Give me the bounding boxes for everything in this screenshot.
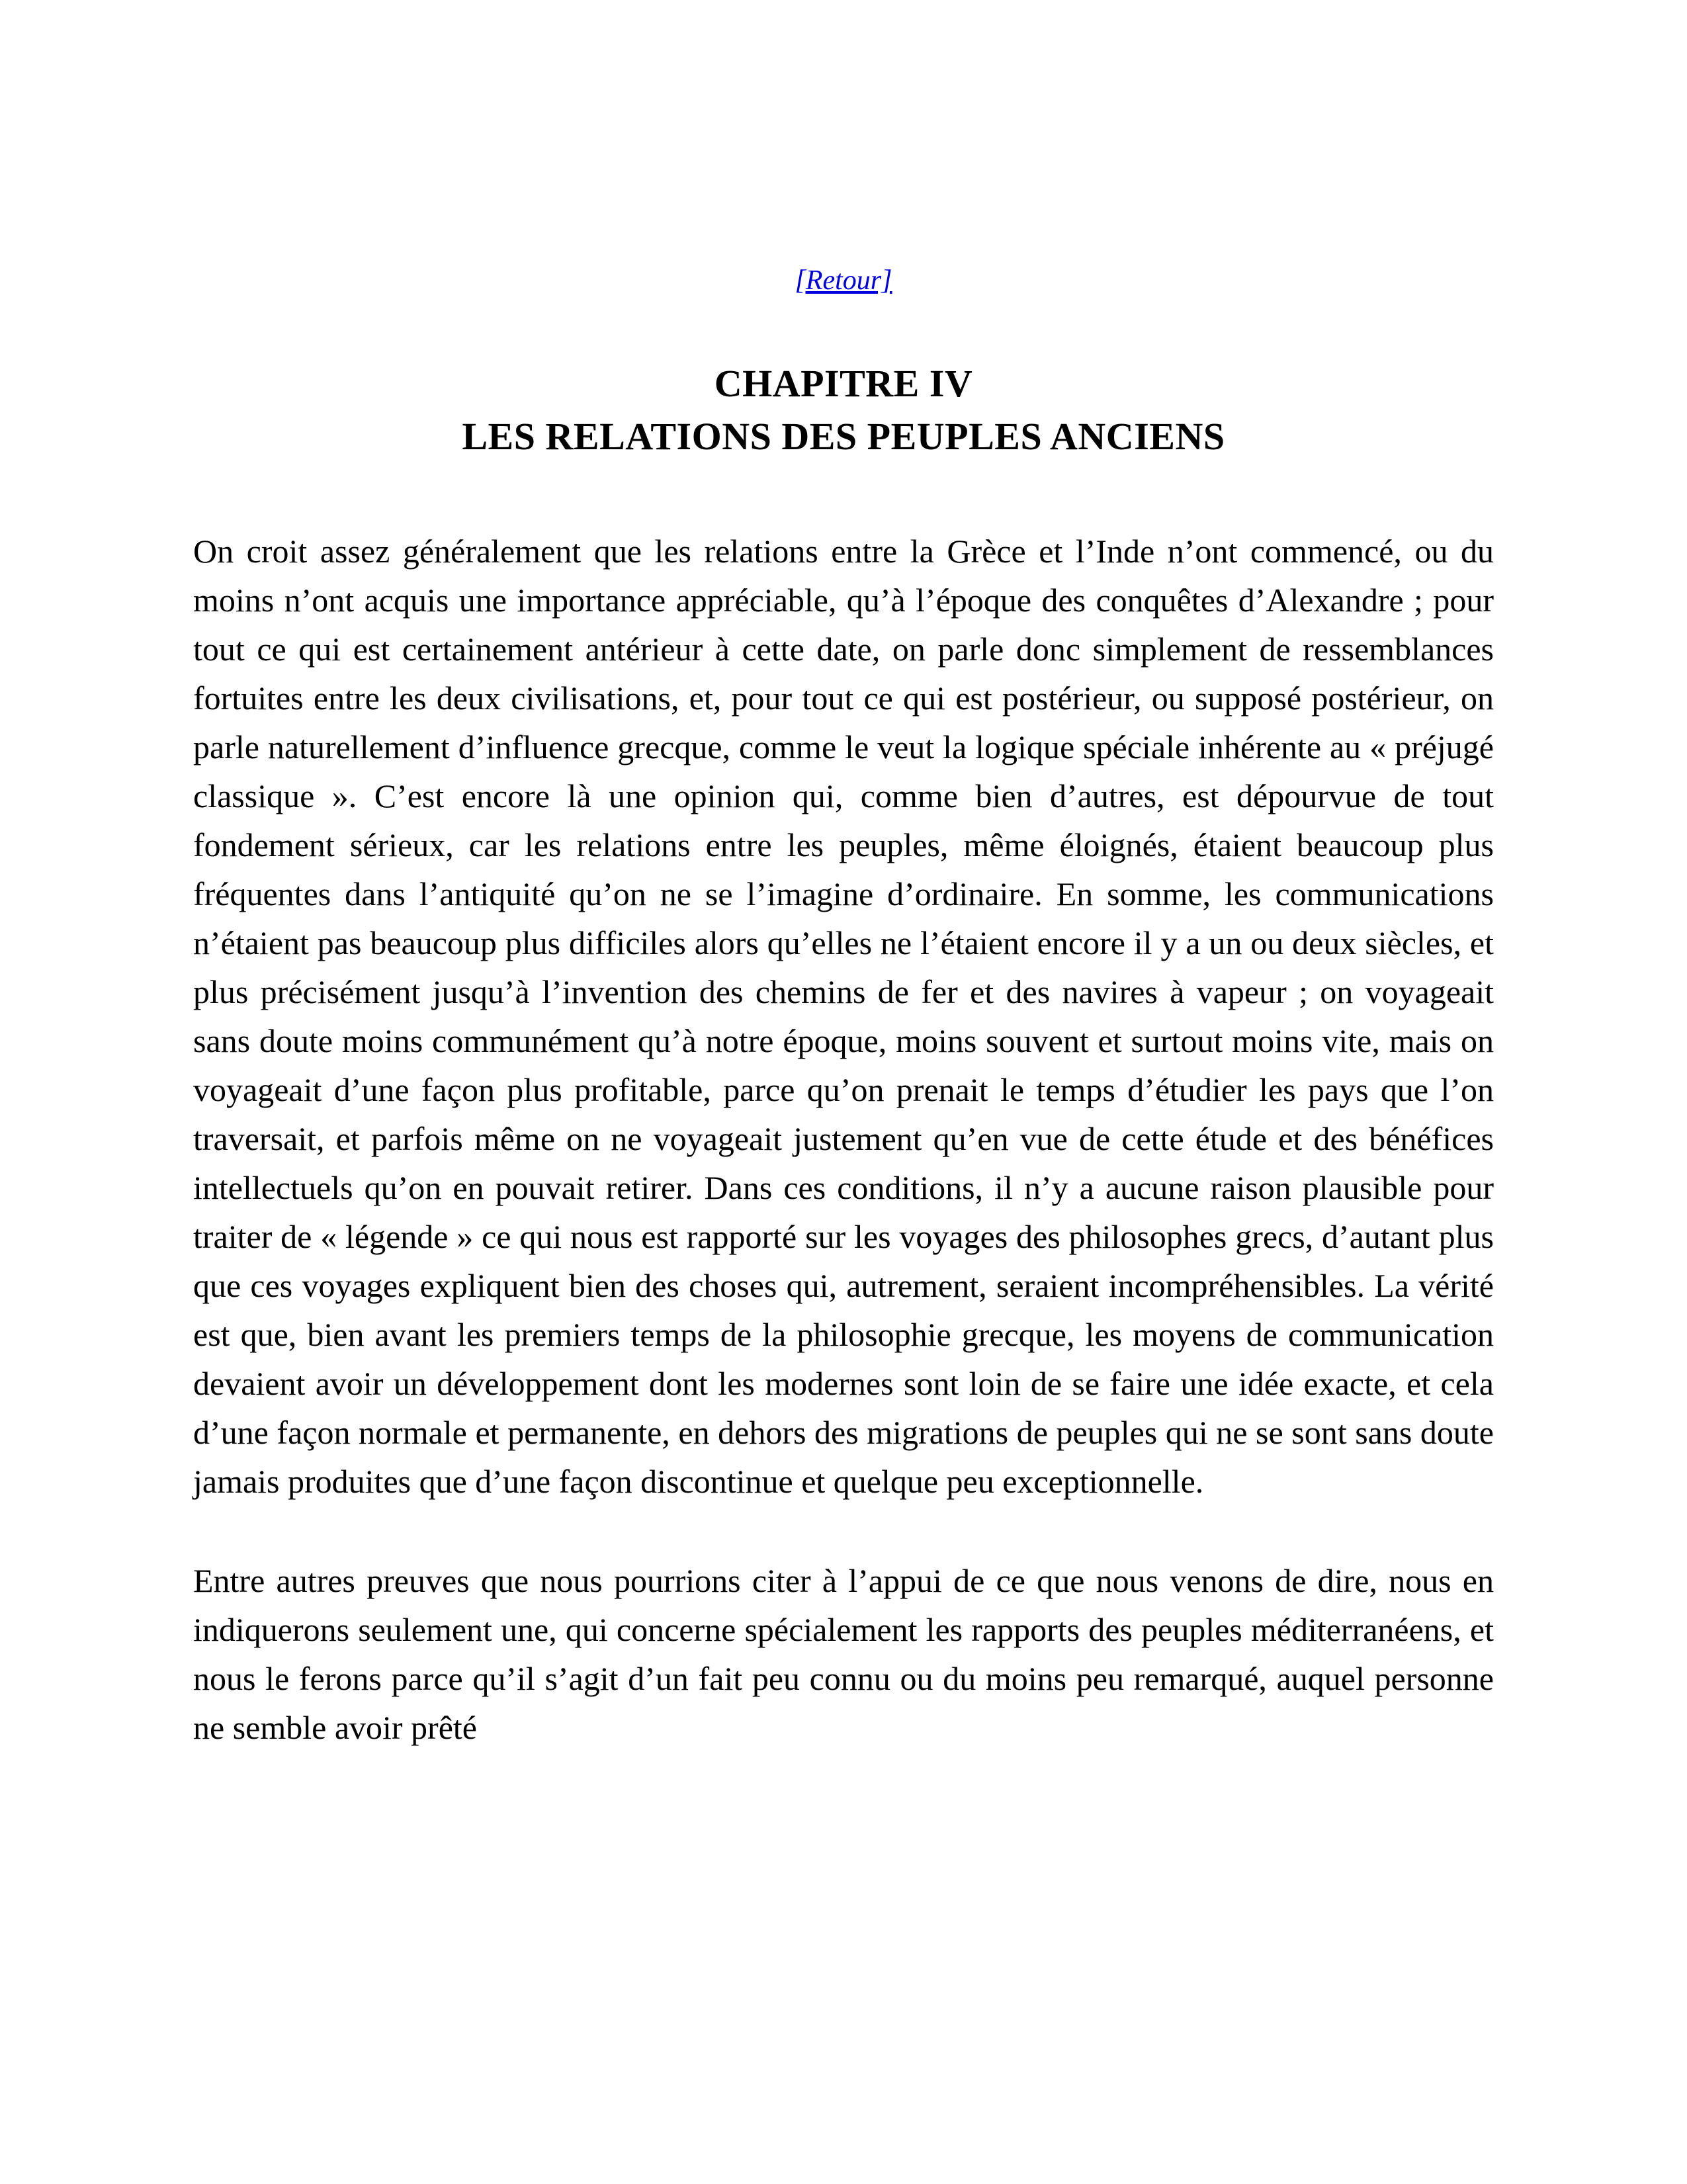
- body-paragraph-2: Entre autres preuves que nous pourrions citer à l’appui de ce que nous venons de dire, nous en indiquerons seulement une, qui concerne spécialement les rapports des peuples méditerranéens, et nous le ferons parce qu’il s’agit d’un fait peu connu ou du moins peu remarqué, auquel personne ne semble avoir prêté: [193, 1562, 1494, 1746]
- retour-back-link[interactable]: [Retour]: [795, 265, 892, 296]
- chapter-title-line2: LES RELATIONS DES PEUPLES ANCIENS: [462, 415, 1225, 458]
- body-text: [193, 527, 1494, 1752]
- chapter-title: [193, 357, 1494, 463]
- back-link-container: [193, 265, 1494, 296]
- body-paragraph-1: On croit assez généralement que les relations entre la Grèce et l’Inde n’ont commencé, ou du moins n’ont acquis une importance appréciable, qu’à l’époque des conquêtes d’Alexandre ; pour tout ce qui est certainement antérieur à cette date, on parle donc simplement de ressemblances fortuites entre les deux civilisations, et, pour tout ce qui est postérieur, ou supposé postérieur, on parle naturellement d’influence grecque, comme le veut la logique spéciale inhérente au « préjugé classique ». C’est encore là une opinion qui, comme bien d’autres, est dépourvue de tout fondement sérieux, car les relations entre les peuples, même éloignés, étaient beaucoup plus fréquentes dans l’antiquité qu’on ne se l’imagine d’ordinaire. En somme, les communications n’étaient pas beaucoup plus difficiles alors qu’elles ne l’étaient encore il y a un ou deux siècles, et plus précisément jusqu’à l’invention des chemins de fer et des navires à vapeur ; on voyageait sans doute moins communément qu’à notre époque, moins souvent et surtout moins vite, mais on voyageait d’une façon plus profitable, parce qu’on prenait le temps d’étudier les pays que l’on traversait, et parfois même on ne voyageait justement qu’en vue de cette étude et des bénéfices intellectuels qu’on en pouvait retirer. Dans ces conditions, il n’y a aucune raison plausible pour traiter de « légende » ce qui nous est rapporté sur les voyages des philosophes grecs, d’autant plus que ces voyages expliquent bien des choses qui, autrement, seraient incompréhensibles. La vérité est que, bien avant les premiers temps de la philosophie grecque, les moyens de communication devaient avoir un développement dont les modernes sont loin de se faire une idée exacte, et cela d’une façon normale et permanente, en dehors des migrations de peuples qui ne se sont sans doute jamais produites que d’une façon discontinue et quelque peu exceptionnelle.: [193, 533, 1494, 1500]
- chapter-title-line1: CHAPITRE IV: [714, 362, 973, 405]
